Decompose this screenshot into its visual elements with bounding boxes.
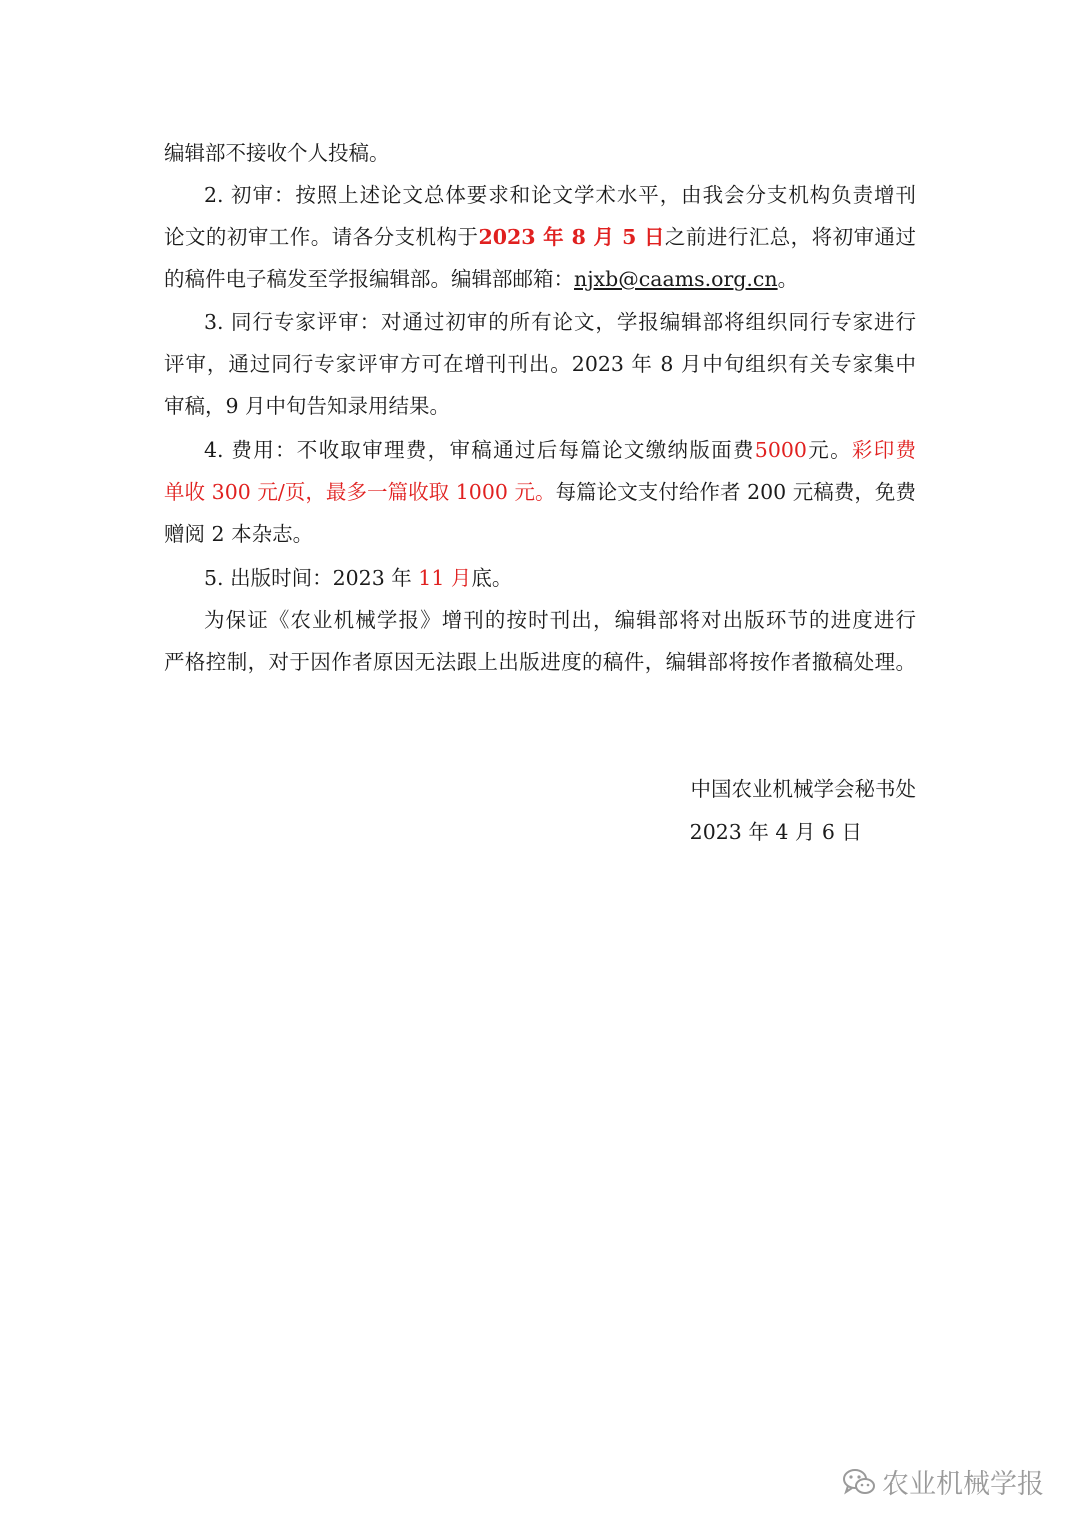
signature-organization: 中国农业机械学会秘书处 [690, 777, 916, 801]
item-2-line-1: 2. 初审：按照上述论文总体要求和论文学术水平，由我会分支机构负责增刊 [204, 183, 916, 207]
item-3-line-3: 审稿，9 月中旬告知录用结果。 [164, 394, 451, 418]
item-5-line: 5. 出版时间：2023 年 11 月底。 [204, 566, 513, 590]
text-line: 编辑部不接收个人投稿。 [164, 141, 390, 165]
item-4-line-2: 单收 300 元/页，最多一篇收取 1000 元。每篇论文支付给作者 200 元稿费，免费 [164, 480, 916, 504]
color-print-fee: 单收 300 元/页，最多一篇收取 1000 元。 [164, 480, 556, 504]
item-2-line-3: 的稿件电子稿发至学报编辑部。编辑部邮箱：njxb@caams.org.cn。 [164, 267, 799, 291]
deadline-date: 2023 年 8 月 5 日 [478, 225, 665, 249]
publish-month: 11 月 [418, 566, 472, 590]
watermark-text: 农业机械学报 [882, 1469, 1044, 1500]
wechat-icon [842, 1467, 876, 1497]
closing-line-1: 为保证《农业机械学报》增刊的按时刊出，编辑部将对出版环节的进度进行 [204, 608, 916, 632]
page-fee: 5000 [754, 438, 807, 462]
item-3-line-2: 评审，通过同行专家评审方可在增刊刊出。2023 年 8 月中旬组织有关专家集中 [164, 352, 916, 376]
watermark [842, 1462, 1044, 1501]
item-3-line-1: 3. 同行专家评审：对通过初审的所有论文，学报编辑部将组织同行专家进行 [204, 310, 916, 334]
item-2-line-2: 论文的初审工作。请各分支机构于2023 年 8 月 5 日之前进行汇总，将初审通过 [164, 225, 916, 249]
item-4-line-3: 赠阅 2 本杂志。 [164, 522, 314, 546]
item-4-line-1: 4. 费用：不收取审理费，审稿通过后每篇论文缴纳版面费5000元。彩印费 [204, 438, 916, 462]
email-link[interactable]: njxb@caams.org.cn [574, 267, 778, 291]
closing-line-2: 严格控制，对于因作者原因无法跟上出版进度的稿件，编辑部将按作者撤稿处理。 [164, 650, 916, 674]
signature-date: 2023 年 4 月 6 日 [689, 820, 862, 844]
